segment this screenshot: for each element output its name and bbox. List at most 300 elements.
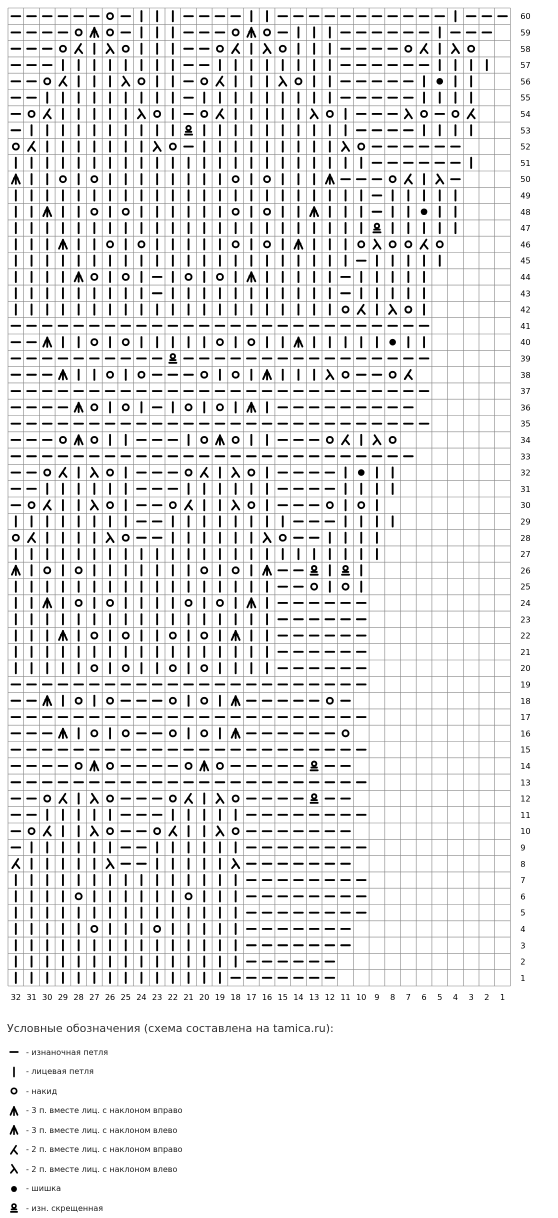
3r-symbol xyxy=(295,240,303,249)
2r-symbol xyxy=(216,77,223,86)
row-number: 27 xyxy=(520,550,531,560)
o-symbol xyxy=(170,633,176,639)
o-symbol xyxy=(217,763,223,769)
column-number: 11 xyxy=(340,993,351,1002)
row-number: 13 xyxy=(520,778,531,788)
x-symbol xyxy=(311,794,318,803)
o-symbol xyxy=(154,926,160,932)
2r-symbol xyxy=(44,109,51,118)
2l-symbol xyxy=(373,240,380,249)
o-symbol xyxy=(123,46,129,52)
row-number: 45 xyxy=(520,256,531,266)
legend-symbol-icon xyxy=(6,1064,22,1080)
row-number: 60 xyxy=(520,12,531,22)
2r-symbol xyxy=(12,859,19,868)
row-number: 3 xyxy=(520,941,526,951)
o-symbol xyxy=(390,372,396,378)
o-symbol xyxy=(29,502,35,508)
o-symbol xyxy=(60,46,66,52)
2r-symbol xyxy=(75,44,82,53)
legend-label: - изнаночная петля xyxy=(26,1047,109,1057)
2l-symbol xyxy=(91,826,98,835)
o-symbol xyxy=(327,111,333,117)
o-symbol xyxy=(91,404,97,410)
3r-symbol xyxy=(232,729,240,738)
o-symbol xyxy=(248,470,254,476)
o-symbol xyxy=(295,78,301,84)
row-number: 15 xyxy=(520,745,531,755)
column-number: 10 xyxy=(356,993,367,1002)
o-symbol xyxy=(186,404,192,410)
o-symbol xyxy=(107,763,113,769)
row-number: 40 xyxy=(520,338,531,348)
row-number: 57 xyxy=(520,61,531,71)
o-symbol xyxy=(91,665,97,671)
o-symbol xyxy=(107,600,113,606)
column-number: 23 xyxy=(152,993,163,1002)
o-symbol xyxy=(201,437,207,443)
3r-symbol xyxy=(200,761,208,770)
column-number: 2 xyxy=(484,993,490,1002)
row-number: 31 xyxy=(520,484,531,494)
column-number: 27 xyxy=(89,993,100,1002)
3r-symbol xyxy=(59,240,67,249)
o-symbol xyxy=(405,241,411,247)
2l-symbol xyxy=(232,859,239,868)
column-number: 4 xyxy=(452,993,458,1002)
column-number: 28 xyxy=(73,993,84,1002)
o-symbol xyxy=(264,29,270,35)
column-number: 12 xyxy=(324,993,335,1002)
column-number: 25 xyxy=(120,993,131,1002)
column-number: 19 xyxy=(214,993,226,1002)
b-symbol xyxy=(358,469,365,476)
row-number: 8 xyxy=(520,859,526,869)
o-symbol xyxy=(123,274,129,280)
o-symbol xyxy=(29,828,35,834)
legend-symbol-icon xyxy=(6,1044,22,1060)
3r-symbol xyxy=(59,729,67,738)
x-symbol xyxy=(311,762,318,771)
2l-symbol xyxy=(264,533,271,542)
3l-symbol xyxy=(295,337,303,346)
row-number: 11 xyxy=(520,810,531,820)
legend-item xyxy=(6,1081,57,1101)
o-symbol xyxy=(123,404,129,410)
column-number: 18 xyxy=(230,993,241,1002)
column-number: 7 xyxy=(405,993,411,1002)
3r-symbol xyxy=(75,435,83,444)
row-number: 35 xyxy=(520,419,531,429)
o-symbol xyxy=(60,176,66,182)
o-symbol xyxy=(154,111,160,117)
2l-symbol xyxy=(216,794,223,803)
row-number: 42 xyxy=(520,305,531,315)
o-symbol xyxy=(170,730,176,736)
o-symbol xyxy=(29,111,35,117)
column-number: 16 xyxy=(261,993,273,1002)
legend-item xyxy=(6,1062,94,1082)
column-number: 29 xyxy=(57,993,69,1002)
o-symbol xyxy=(170,502,176,508)
o-symbol xyxy=(60,437,66,443)
o-symbol xyxy=(44,470,50,476)
o-symbol xyxy=(390,176,396,182)
o-symbol xyxy=(421,111,427,117)
row-number: 38 xyxy=(520,370,531,380)
row-number: 39 xyxy=(520,354,531,364)
2r-symbol xyxy=(59,77,66,86)
o-symbol xyxy=(217,46,223,52)
3r-symbol xyxy=(75,272,83,281)
3r-symbol xyxy=(59,631,67,640)
o-symbol xyxy=(170,698,176,704)
o-symbol xyxy=(468,46,474,52)
3l-symbol xyxy=(247,598,255,607)
o-symbol xyxy=(390,241,396,247)
x-symbol xyxy=(169,354,176,363)
o-symbol xyxy=(327,502,333,508)
legend-symbol-icon xyxy=(6,1083,22,1099)
row-number: 1 xyxy=(520,973,526,983)
o-symbol xyxy=(217,404,223,410)
row-number: 58 xyxy=(520,44,531,54)
2r-symbol xyxy=(405,174,412,183)
row-number: 16 xyxy=(520,729,531,739)
row-number: 36 xyxy=(520,403,531,413)
o-symbol xyxy=(107,372,113,378)
o-symbol xyxy=(217,339,223,345)
legend-symbol-icon xyxy=(6,1122,22,1138)
legend-label: - 3 п. вместе лиц. с наклоном влево xyxy=(26,1125,178,1135)
o-symbol xyxy=(44,78,50,84)
2l-symbol xyxy=(232,500,239,509)
b-symbol xyxy=(436,78,443,85)
3l-symbol xyxy=(263,566,271,575)
o-symbol xyxy=(233,29,239,35)
x-symbol xyxy=(342,566,349,575)
o-symbol xyxy=(452,111,458,117)
column-number: 17 xyxy=(246,993,257,1002)
o-symbol xyxy=(311,584,317,590)
legend-item xyxy=(6,1179,61,1199)
3l-symbol xyxy=(43,696,51,705)
o-symbol xyxy=(264,209,270,215)
o-symbol xyxy=(91,633,97,639)
legend-item xyxy=(6,1101,183,1121)
3l-symbol xyxy=(43,207,51,216)
2l-symbol xyxy=(389,305,396,314)
2l-symbol xyxy=(279,77,286,86)
o-symbol xyxy=(186,274,192,280)
o-symbol xyxy=(170,144,176,150)
o-symbol xyxy=(405,307,411,313)
2r-symbol xyxy=(11,1145,17,1153)
2l-symbol xyxy=(107,533,114,542)
2r-symbol xyxy=(216,109,223,118)
o-symbol xyxy=(280,535,286,541)
2l-symbol xyxy=(452,44,459,53)
o-symbol xyxy=(201,698,207,704)
row-number: 20 xyxy=(520,664,531,674)
legend-label: - 2 п. вместе лиц. с наклоном вправо xyxy=(26,1145,183,1154)
o-symbol xyxy=(44,567,50,573)
2l-symbol xyxy=(311,109,318,118)
o-symbol xyxy=(138,78,144,84)
o-symbol xyxy=(233,796,239,802)
3l-symbol xyxy=(12,174,20,183)
row-number: 50 xyxy=(520,175,531,185)
2r-symbol xyxy=(421,240,428,249)
2l-symbol xyxy=(107,859,114,868)
o-symbol xyxy=(107,502,113,508)
2r-symbol xyxy=(358,305,365,314)
o-symbol xyxy=(343,307,349,313)
2l-symbol xyxy=(138,109,145,118)
row-number: 44 xyxy=(520,272,531,282)
o-symbol xyxy=(201,730,207,736)
o-symbol xyxy=(233,209,239,215)
o-symbol xyxy=(358,502,364,508)
2r-symbol xyxy=(59,468,66,477)
2r-symbol xyxy=(44,826,51,835)
3l-symbol xyxy=(43,598,51,607)
3r-symbol xyxy=(263,370,271,379)
row-number: 10 xyxy=(520,827,531,837)
o-symbol xyxy=(217,274,223,280)
legend-symbol-icon xyxy=(6,1161,22,1177)
2r-symbol xyxy=(44,500,51,509)
2r-symbol xyxy=(185,794,192,803)
2r-symbol xyxy=(421,44,428,53)
3r-symbol xyxy=(216,435,224,444)
row-number: 43 xyxy=(520,289,531,299)
row-number: 19 xyxy=(520,680,531,690)
row-number: 26 xyxy=(520,566,531,576)
row-number: 12 xyxy=(520,794,531,804)
b-symbol xyxy=(11,1186,17,1192)
2l-symbol xyxy=(373,435,380,444)
row-number: 59 xyxy=(520,28,531,38)
row-number: 55 xyxy=(520,93,531,103)
o-symbol xyxy=(91,209,97,215)
3l-symbol xyxy=(12,566,20,575)
o-symbol xyxy=(233,567,239,573)
row-number: 23 xyxy=(520,615,531,625)
o-symbol xyxy=(154,828,160,834)
o-symbol xyxy=(13,535,19,541)
legend-label: - лицевая петля xyxy=(26,1067,94,1076)
o-symbol xyxy=(91,437,97,443)
o-symbol xyxy=(44,796,50,802)
3l-symbol xyxy=(326,174,334,183)
o-symbol xyxy=(107,828,113,834)
2r-symbol xyxy=(342,435,349,444)
row-number: 17 xyxy=(520,713,531,723)
o-symbol xyxy=(186,470,192,476)
o-symbol xyxy=(107,470,113,476)
o-symbol xyxy=(358,144,364,150)
3r-symbol xyxy=(247,272,255,281)
row-number: 22 xyxy=(520,631,531,641)
column-number: 1 xyxy=(500,993,506,1002)
column-number: 20 xyxy=(199,993,210,1002)
x-symbol xyxy=(185,126,192,135)
o-symbol xyxy=(390,437,396,443)
o-symbol xyxy=(107,13,113,19)
row-number: 33 xyxy=(520,452,531,462)
legend-symbol-icon xyxy=(6,1200,22,1216)
o-symbol xyxy=(123,665,129,671)
o-symbol xyxy=(248,339,254,345)
column-number: 5 xyxy=(437,993,443,1002)
3r-symbol xyxy=(59,370,67,379)
o-symbol xyxy=(76,698,82,704)
column-number: 22 xyxy=(167,993,178,1002)
3r-symbol xyxy=(247,28,255,37)
o-symbol xyxy=(233,372,239,378)
o-symbol xyxy=(343,730,349,736)
o-symbol xyxy=(123,633,129,639)
o-symbol xyxy=(123,339,129,345)
o-symbol xyxy=(76,763,82,769)
row-number: 29 xyxy=(520,517,531,527)
o-symbol xyxy=(13,144,19,150)
column-number: 15 xyxy=(277,993,288,1002)
column-number: 30 xyxy=(42,993,53,1002)
3r-symbol xyxy=(90,761,98,770)
o-symbol xyxy=(76,893,82,899)
row-number: 49 xyxy=(520,191,531,201)
2l-symbol xyxy=(11,1165,17,1173)
o-symbol xyxy=(138,241,144,247)
2l-symbol xyxy=(91,794,98,803)
o-symbol xyxy=(76,600,82,606)
row-number: 34 xyxy=(520,435,531,445)
3l-symbol xyxy=(43,337,51,346)
o-symbol xyxy=(264,241,270,247)
row-number: 7 xyxy=(520,876,526,886)
o-symbol xyxy=(91,926,97,932)
row-number: 46 xyxy=(520,240,531,250)
o-symbol xyxy=(217,600,223,606)
o-symbol xyxy=(186,893,192,899)
x-symbol xyxy=(311,566,318,575)
legend-label: - 2 п. вместе лиц. с наклоном влево xyxy=(26,1164,178,1174)
row-number: 54 xyxy=(520,109,531,119)
legend-symbol-icon xyxy=(6,1181,22,1197)
row-number: 14 xyxy=(520,761,531,771)
o-symbol xyxy=(76,567,82,573)
chart-grid xyxy=(8,8,510,986)
3r-symbol xyxy=(247,403,255,412)
row-number: 24 xyxy=(520,598,531,608)
legend-label: - шишка xyxy=(26,1184,62,1193)
row-number: 9 xyxy=(520,843,526,853)
o-symbol xyxy=(201,567,207,573)
o-symbol xyxy=(405,46,411,52)
legend-symbol-icon xyxy=(6,1103,22,1119)
o-symbol xyxy=(91,339,97,345)
2l-symbol xyxy=(91,500,98,509)
x-symbol xyxy=(373,224,380,233)
legend-label: - изн. скрещенная xyxy=(26,1203,104,1213)
o-symbol xyxy=(327,698,333,704)
row-number: 41 xyxy=(520,321,531,331)
column-number: 3 xyxy=(468,993,474,1002)
row-number: 52 xyxy=(520,142,531,152)
legend-item xyxy=(6,1120,177,1140)
row-number: 25 xyxy=(520,582,531,592)
row-number: 48 xyxy=(520,207,531,217)
column-number: 26 xyxy=(104,993,116,1002)
legend-item xyxy=(6,1042,108,1062)
2r-symbol xyxy=(232,44,239,53)
legend-symbol-icon xyxy=(6,1142,22,1158)
o-symbol xyxy=(123,730,129,736)
o-symbol xyxy=(201,665,207,671)
column-number: 6 xyxy=(421,993,427,1002)
o-symbol xyxy=(233,176,239,182)
o-symbol xyxy=(264,176,270,182)
o-symbol xyxy=(76,29,82,35)
o-symbol xyxy=(107,241,113,247)
column-numbers xyxy=(11,993,505,1002)
row-number: 21 xyxy=(520,647,531,657)
legend-item xyxy=(6,1159,177,1179)
2l-symbol xyxy=(154,142,161,151)
o-symbol xyxy=(91,274,97,280)
o-symbol xyxy=(186,600,192,606)
b-symbol xyxy=(421,208,428,215)
o-symbol xyxy=(201,633,207,639)
o-symbol xyxy=(170,796,176,802)
o-symbol xyxy=(201,372,207,378)
2r-symbol xyxy=(405,370,412,379)
3r-symbol xyxy=(232,631,240,640)
row-number: 32 xyxy=(520,468,531,478)
2l-symbol xyxy=(91,468,98,477)
2l-symbol xyxy=(342,142,349,151)
legend-title: Условные обозначения (схема составлена на tamica.ru): xyxy=(7,1022,334,1035)
b-symbol xyxy=(389,339,396,346)
row-number: 53 xyxy=(520,126,531,136)
2r-symbol xyxy=(169,826,176,835)
o-symbol xyxy=(138,372,144,378)
row-number: 2 xyxy=(520,957,526,967)
2r-symbol xyxy=(28,533,35,542)
row-number: 56 xyxy=(520,77,531,87)
o-symbol xyxy=(437,241,443,247)
3r-symbol xyxy=(90,28,98,37)
o-symbol xyxy=(91,730,97,736)
column-number: 8 xyxy=(390,993,396,1002)
o-symbol xyxy=(233,437,239,443)
o-symbol xyxy=(123,535,129,541)
3r-symbol xyxy=(11,1106,18,1114)
o-symbol xyxy=(358,241,364,247)
2r-symbol xyxy=(185,500,192,509)
o-symbol xyxy=(343,372,349,378)
row-number: 6 xyxy=(520,892,526,902)
column-number: 24 xyxy=(136,993,147,1002)
o-symbol xyxy=(280,46,286,52)
row-number: 37 xyxy=(520,387,531,397)
3l-symbol xyxy=(310,207,318,216)
o-symbol xyxy=(107,698,113,704)
o-symbol xyxy=(170,665,176,671)
row-number: 30 xyxy=(520,501,531,511)
